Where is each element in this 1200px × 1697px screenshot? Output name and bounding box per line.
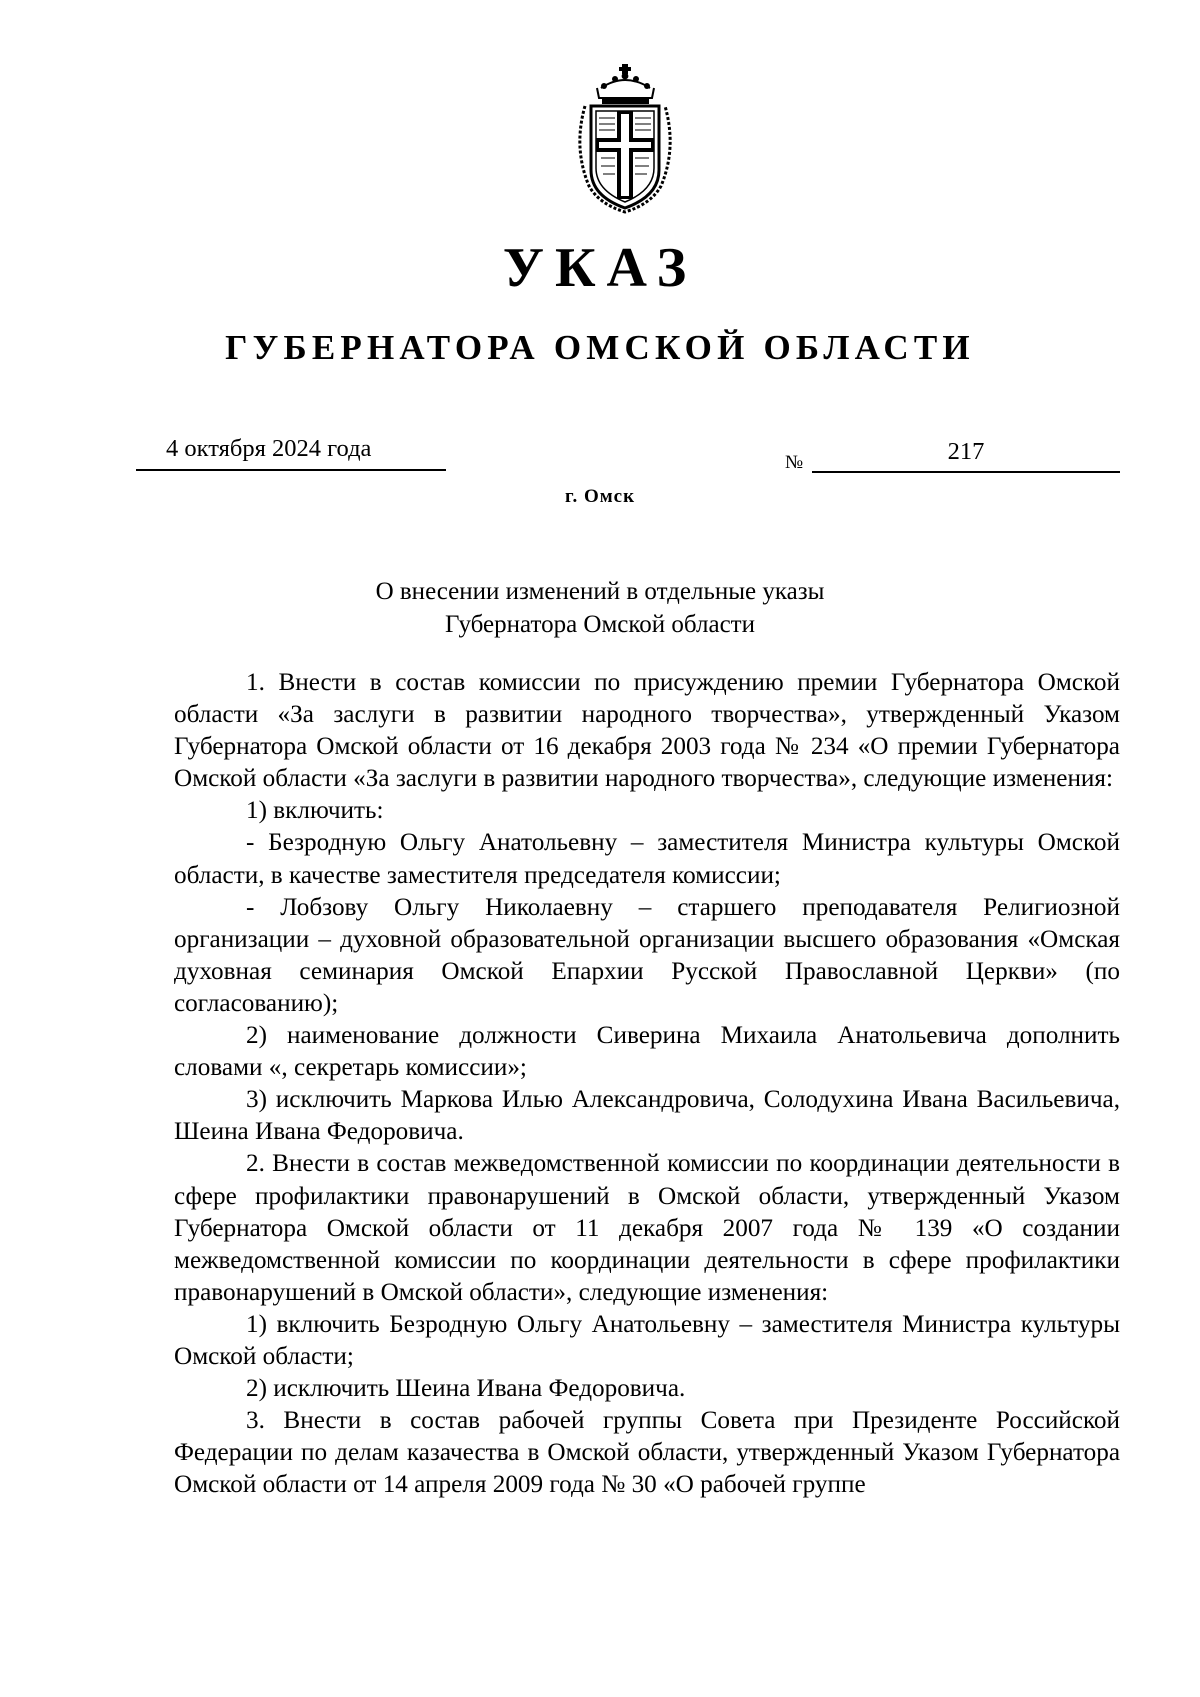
body-paragraph: 3) исключить Маркова Илью Александровича, Солодухина Ивана Васильевича, Шеина Ивана Федоровича. — [174, 1086, 1120, 1146]
date-underline — [136, 469, 446, 471]
body-paragraph: 1. Внести в состав комиссии по присуждению премии Губернатора Омской области «За заслуги в развитии народного творчества», утвержденный Указом Губернатора Омской области от 16 декабря 2003 года № 234 «О премии Губернатора Омской области «За заслуги в развитии народного творчества», следующие изменения: — [174, 669, 1120, 793]
body-paragraph: 3. Внести в состав рабочей группы Совета при Президенте Российской Федерации по делам казачества в Омской области, утвержденный Указом Губернатора Омской области от 14 апреля 2009 года № 30 «О рабочей группе — [174, 1407, 1120, 1499]
body-paragraph: 2. Внести в состав межведомственной комиссии по координации деятельности в сфере профилактики правонарушений в Омской области, утвержденный Указом Губернатора Омской области от 11 декабря 2007 года № 139 «О создании межведомственной комиссии по координации деятельности в сфере профилактики правонарушений в Омской области», следующие изменения: — [174, 1150, 1120, 1306]
issuer-heading: ГУБЕРНАТОРА ОМСКОЙ ОБЛАСТИ — [225, 328, 975, 367]
number-underline — [812, 471, 1120, 473]
body-paragraph: 2) исключить Шеина Ивана Федоровича. — [246, 1375, 686, 1403]
body-paragraph: 1) включить: — [246, 797, 384, 825]
decree-heading: УКАЗ — [502, 237, 698, 299]
document-title-line-2: Губернатора Омской области — [445, 611, 755, 638]
body-paragraph: - Безродную Ольгу Анатольевну – заместителя Министра культуры Омской области, в качестве заместителя председателя комиссии; — [174, 829, 1120, 889]
body-paragraph: 2) наименование должности Сиверина Михаила Анатольевича дополнить словами «, секретарь комиссии»; — [174, 1022, 1120, 1082]
document-title — [0, 575, 1200, 641]
number-sign: № — [785, 452, 804, 473]
document-body — [174, 667, 1120, 1501]
body-paragraph: - Лобзову Ольгу Николаевну – старшего преподавателя Религиозной организации – духовной образовательной организации высшего образования «Омская духовная семинария Омской Епархии Русской Православной Церкви» (по согласованию); — [174, 893, 1120, 1017]
body-paragraph: 1) включить Безродную Ольгу Анатольевну – заместителя Министра культуры Омской области; — [174, 1310, 1120, 1370]
decree-number: 217 — [947, 438, 985, 465]
coat-of-arms-icon — [571, 58, 680, 215]
decree-date: 4 октября 2024 года — [166, 435, 372, 462]
issue-city: г. Омск — [564, 486, 636, 507]
document-title-line-1: О внесении изменений в отдельные указы — [375, 578, 825, 605]
